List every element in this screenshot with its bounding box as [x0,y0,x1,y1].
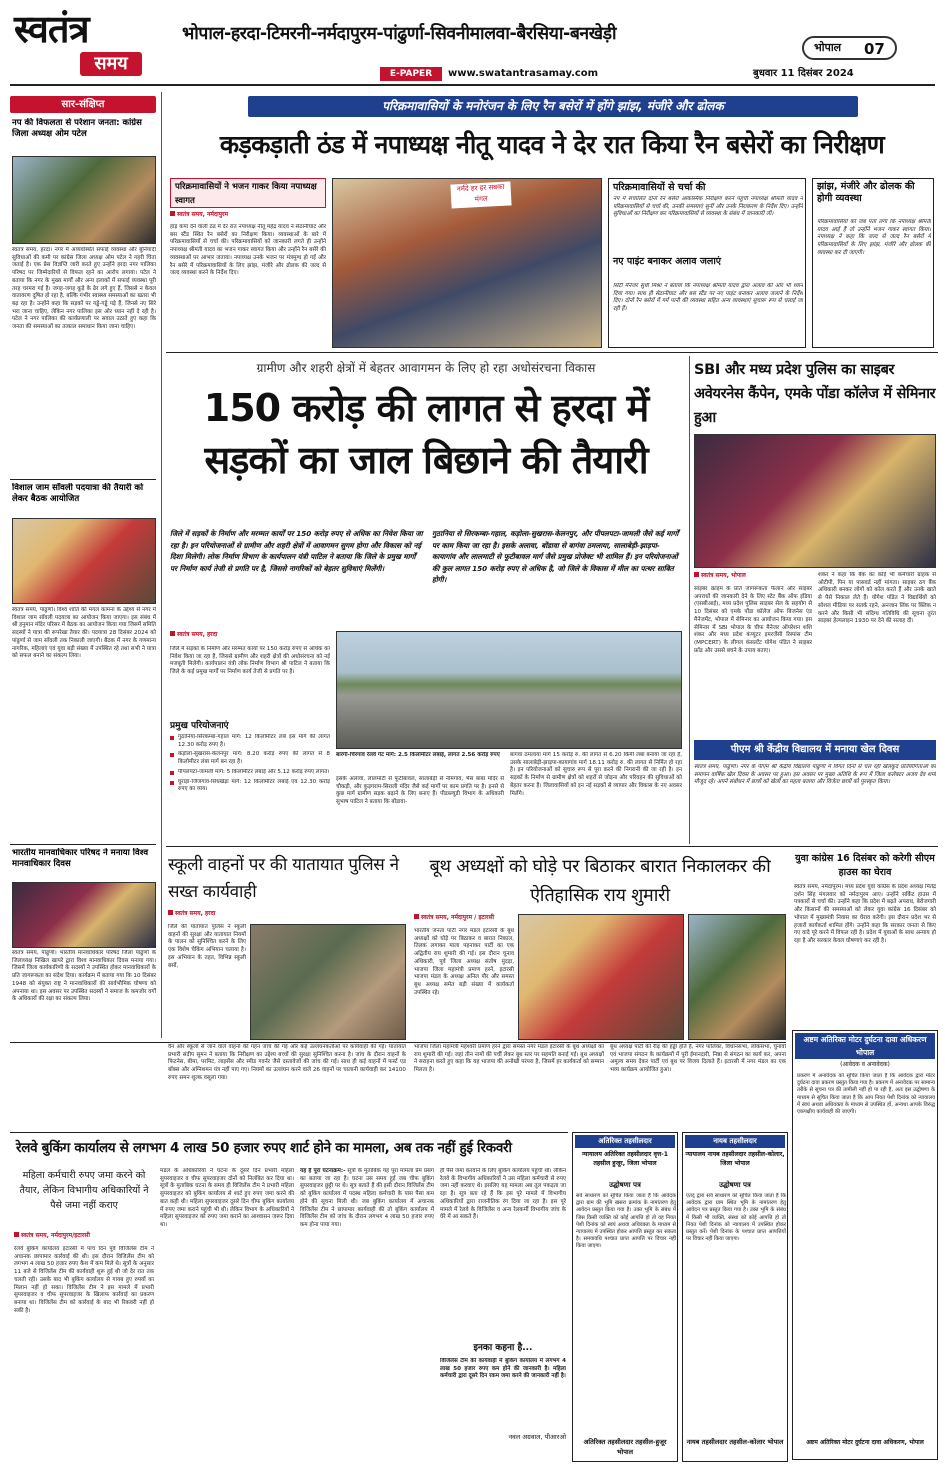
lead-photo [332,178,602,348]
school-body: वैन और स्कूलों से जाने वाले वाहनों की गहन जांच की गई और कई उल्लंघनकर्ताओं पर कार्यवाही की गई। यातायात प्रभारी संदीप सुमन ने बताया कि निरीक्षण का उद्देश्य बच्चों की सुरक्षा सुनिश्चित करना है। जांच के दौरान वाहनों के फिटनेस, बीमा, परमिट, लाइसेंस और स्पीड गवर्नर जैसे दस्तावेजों की जांच की गई। साथ ही कई वाहनों में फर्स्ट एड बॉक्स और अग्निशमन यंत्र नहीं पाए गए। नियमों का उल्लंघन करने वाले 26 वाहनों पर चालानी कार्यवाही कर 14100 रुपए समन शुल्क वसूला गया। [168,1044,406,1081]
edition-badge [802,36,897,60]
roads-body-2: इसके अलावा, लालमाटी से फूटीबावल, सालाबेड़ी से नीमगांव, भैंस बाबा मंदिर से चौकड़ी, और कुड़गराम-सिराली मंदिर जैसे कई मार्गों पर काम प्रगति पर है। इनसे से कुछ मार्ग ग्रामीण सड़क बढ़ाने के लिए बनाए हैं। पीडब्ल्यूडी विभाग के अधिकारी सुभाष पाटिल ने बताया कि बोंडावा- [336,776,504,806]
lead-box3-title: झांझ, मंजीरे और ढोलक की होगी व्यवस्था [817,181,915,204]
baraat-photo-2 [688,914,786,1040]
masthead-rule [10,84,935,86]
list-item [170,769,330,777]
roads-projects-list [170,734,330,838]
baraat-body-mid: भाजपा जिला महामंत्री महेश्वरी प्रमाण हरने द्वारा समस्त नगर मंडल इटारसी के बूथ अध्यक्षों का राय शुमारी की गई। जहां तीन नामों की पर्ची लेकर बूथ स्तर पर सहमति बनाई गई। बूथ अध्यक्षों ने सराहना करते हुए कहा कि यह भाजपा की अनोखी परंपरा है, जिसमें हर कार्यकर्ता को सम्मान मिलता है। [414,1044,604,1074]
sbi-photo [694,434,936,568]
sbi-headline: SBI और मध्य प्रदेश पुलिस का साइबर अवेयरनेस कैंपेन, एमके पोंडा कॉलेज में सेमिनार हुआ [694,362,936,426]
brief3-headline: भारतीय मानवाधिकार परिषद ने मनाया विश्व मानवाधिकार दिवस [12,848,149,869]
bullet-icon [170,771,174,775]
lead-box3-body: परिक्रमावासियों को जब पता लगा कि नपाध्यक्ष श्रीमती यादव आई हैं तो उन्होंने भजन गाकर स्वागत किया। नपाध्यक्ष ने कहा कि जल्द से जल्द रैन बसेरों में परिक्रमावासियों के लिए झांझ, मंजीरे और ढोलक की व्यवस्था कर दी जाएगी। [817,219,931,256]
huzur-head: अतिरिक्त तहसीलदार [575,1135,675,1148]
brief2-body: स्वतंत्र समय, पांढुर्णा। विश्व शांति की मंगल कामना के उद्देश्य से नगर में विशाल जाम साँवली पदयात्रा का आयोजन किया जाएगा। इस संबंध में श्री हनुमान मंदिर परिसर में बैठक का आयोजन किया गया जिसमें समिति सदस्यों ने यात्रा की रूपरेखा तैयार की। पदयात्रा 28 दिसंबर 2024 को पांढुर्णा से जाम साँवली तक निकाली जाएगी। बैठक में नगर के गणमान्य नागरिक, महिलाएं एवं युवा बड़ी संख्या में उपस्थित रहे तथा सभी ने यात्रा को सफल बनाने का संकल्प लिया। [12,607,156,660]
baraat-photo-1 [518,914,684,1040]
railway-story [10,1132,568,1462]
railway-box-title: इनका कहना है... [473,1343,533,1353]
column-rule-left [161,92,162,1038]
kolar-footer: नायब तहसीलदार तहसील-कोलार भोपाल [686,1438,784,1446]
lead-headline: कड़कड़ाती ठंड में नपाध्यक्ष नीतू यादव ने देर रात किया रैन बसेरों का निरीक्षण [219,130,885,159]
notice-mact [792,1030,938,1460]
railway-box-sign: नवल अग्रवाल, पीआरओ [508,1433,566,1441]
railway-col1: रेलवे बुकिंग कार्यालय इटारसी में पांच दिन पूर्व विजिलेंस टीम ने अचानक छापामार कार्रवाई की थी। इस दौरान विजिलेंस टीम को लगभग 4 लाख 50 हजार रुपए कैश में कम मिले थे। सूत्रों के अनुसार 11 बजे से विजिलेंस टीम की कार्यवाही शुरू हुई थी जो देर रात तक चलती रही। उसके बाद भी बुकिंग कार्यालय से गायब हुए रुपयों का मिलान नहीं हो सका। विजिलेंस टीम ने इस मामले में प्रभारी सुपरवाइजर व चीफ सुपरवाइजर के खिलाफ कार्रवाई का प्रकरण बनाया था। विजिलेंस टीम को कार्रवाई के बाद भी रिकवरी नहीं हो सकी है। [14,1246,154,1314]
cities-strip: भोपाल-हरदा-टिमरनी-नर्मदापुरम-पांढुर्णा-सिवनीमालवा-बैरसिया-बनखेड़ी [182,24,617,44]
kolar-body: एतद् द्वारा सर्व साधारण को सूचित किया जाता है कि आवेदक द्वारा ग्राम स्थित भूमि के नामांतरण हेतु आवेदन पत्र प्रस्तुत किया गया है। उक्त भूमि के संबंध में किसी भी व्यक्ति, संस्था को कोई आपत्ति हो तो नियत पेशी दिनांक को न्यायालय में उपस्थित होकर प्रस्तुत करें। पेशी दिनांक के पश्चात प्राप्त आपत्तियों पर विचार नहीं किया जाएगा। [686,1193,786,1243]
school-photo [250,924,406,1040]
railway-col3 [300,1168,434,1460]
brief2-photo [12,518,156,604]
sidebar-divider-1 [10,479,156,480]
railway-top-rule [10,1132,568,1133]
sidebar-lower [10,844,158,1040]
roads-intro-left: जिले में सड़कों के निर्माण और मरम्मत कार्यों पर 150 करोड़ रुपए से अधिक का निवेश किया जा रहा है। इन परियोजनाओं से ग्रामीण और शहरी क्षेत्रों में आवागमन सुगम होगा और विकास को नई दिशा मिलेगी। लोक निर्माण विभाग के कार्यपालन यंत्री पाटिल ने बताया कि जिले के प्रमुख मार्गों पर निर्माण कार्य तेजी से प्रगति पर है, जिससे नागरिकों को बेहतर सुविधाएं मिलेंगी। [170,529,423,573]
kolar-sub: न्यायालय नायब तहसीलदार तहसील-कोलार, जिला भोपाल [685,1151,785,1167]
yc-headline: युवा कांग्रेस 16 दिसंबर को करेगी सीएम हाउस का घेराव [795,853,935,878]
mact-head: अष्टम अतिरिक्त मोटर दुर्घटना दावा अधिकरण भोपाल [795,1033,935,1059]
mid-rule [166,846,938,847]
sbi-byline-text: स्वतंत्र समय, भोपाल [701,572,746,579]
brief1-body: स्वतंत्र समय, हरदा। नगर में अव्यवस्थित सफाई व्यवस्था और बुनियादी सुविधाओं की कमी पर कांग्रेस जिला अध्यक्ष ओम पटेल ने गहरी चिंता जताई है। एक प्रेस विज्ञप्ति जारी करते हुए उन्होंने हरदा नगर पालिका परिषद पर जिम्मेदारियों से विफल रहने का आरोप लगाया। पटेल ने बताया कि नगर के मुख्य मार्गों और अन्य इलाकों में सफाई व्यवस्था पूरी तरह चरमरा गई है। जगह-जगह कूड़े के ढेर लगे हुए हैं, जिससे न केवल वातावरण दूषित हो रहा है, बल्कि गंभीर स्वास्थ्य समस्याओं का खतरा भी बढ़ रहा है। उन्होंने कहा कि सड़कों पर गड्ढे-गड्ढे पड़े हैं, जिनसे नए सिरे भरा जाना चाहिए, लेकिन नगर पालिका इस ओर ध्यान नहीं दे रही है। पटेल ने नगर पालिका की कार्यप्रणाली पर सवाल उठाते हुए कहा कि जनता की समस्याओं का तत्काल समाधान किया जाना चाहिए। [12,247,156,331]
roads-byline-text: स्वतंत्र समय, हरदा [177,631,218,638]
brief3-body: स्वतंत्र समय, पांढुर्णा। भारतीय मानवाधिकार परिषद जिला पांढुर्णा के जिलाध्यक्ष निखिल खापरे द्वारा विश्व मानवाधिकार दिवस मनाया गया। जिसमें जिला कार्यकारिणी के सदस्यों ने उपस्थित होकर मानवाधिकारों के प्रति जागरूकता का संदेश दिया। कार्यक्रम में बताया गया कि 10 दिसंबर 1948 को संयुक्त राष्ट्र ने मानवाधिकारों की सार्वभौमिक घोषणा को अपनाया था। इस अवसर पर उपस्थित सदस्यों ने समाज के कमजोर वर्गों के अधिकारों की रक्षा का संकल्प लिया। [12,950,156,1003]
huzur-footer: अतिरिक्त तहसीलदार तहसील-हुजूर भोपाल [583,1438,667,1456]
yc-body: स्वतंत्र समय, नर्मदापुरम। मध्य प्रदेश युवा कांग्रेस के प्रदेश अध्यक्ष मितेंद्र दर्शन सिंह मंगलवार को नर्मदापुरम आए। उन्होंने सर्किट हाउस में पत्रकारों से चर्चा की। उन्होंने कहा कि प्रदेश में बढ़ते अपराध, बेरोजगारी और किसानों की समस्याओं को लेकर युवा कांग्रेस 16 दिसंबर को भोपाल में मुख्यमंत्री निवास का घेराव करेगी। इस दौरान प्रदेश भर से हजारों कार्यकर्ता शामिल होंगे। उन्होंने कहा कि सरकार जनता से किए गए वादे पूरे करने में विफल रही है। प्रदेश में युवाओं के साथ अन्याय हो रहा है और सरकार केवल घोषणाएं कर रही है। [794,884,936,945]
railway-byline [14,1232,154,1243]
logo-bottom: समय [80,52,142,76]
sidebar-divider-2 [10,844,156,845]
page-number: 07 [864,40,885,58]
lead-box1-title: परिक्रमावासियों से चर्चा की [613,182,706,193]
roads-body-3: बागंवा ठमलाया मार्ग 15 करोड़ रु. की लागत से 6.20 किमी लंबा बनाया जा रहा है, उसके सालाबेड़ी-झाड़पा-कायागांव मार्ग 18.11 करोड़ रु. की लागत से निर्मित हो रहा है। इन परियोजनाओं को सुचारु रूप से पूरा करने की निगरानी की जा रही है। इन सड़कों के निर्माण से ग्रामीण क्षेत्रों को शहरों से जोड़ना और परिवहन की सुविधाओं को बेहतर करना है। जिलावासियों को इन नई सड़कों से व्यापार और विकास के नए अवसर मिलेंगे। [510,752,682,797]
mact-body: प्रकरण में अनावेदक को सूचित किया जाता है कि आवेदक द्वारा मोटर दुर्घटना दावा प्रकरण प्रस्तुत किया गया है। प्रकरण में अनावेदक पर सामान्य तरीके से सूचना पत्र की तामीली नहीं हो पा रही है, अतः इस उद्घोषणा के माध्यम से सूचित किया जाता है कि आप नियत पेशी दिनांक को न्यायालय में स्वयं अथवा अधिवक्ता के माध्यम से उपस्थित हों, अन्यथा आपके विरुद्ध एकपक्षीय कार्यवाही की जाएगी। [797,1073,935,1115]
railway-col4: ही पैसे जमा करवाने के लिए बुकिंग कार्यालय पहुंची थी। लेकिन रेलवे के विभागीय अधिकारियों ने उस महिला कर्मचारी से रुपए जमा नहीं करवाए थे। इसलिए यह मामला अब तूल पकड़ता जा रहा है। सूत्र बता रहे हैं कि इस पूरे मामले में विभागीय अधिकारियों द्वारा राजनीतिक रंग दिया जा रहा है। इस पूरे मामले में रेलवे के विजिलेंस व अन्य रेलकर्मी विभागीय जांच के घेरे में आ सकते हैं। [440,1168,566,1221]
mact-footer: अष्टम अतिरिक्त मोटर दुर्घटना दावा अधिकरण, भोपाल [806,1439,924,1446]
byline-marker-icon [694,572,699,577]
lead-box2-title: नए पाइंट बनाकर अलाव जलाएं [613,256,722,267]
railway-box-body: विजिलेंस टीम की कार्यवाही में बुकिंग कार्यालय में लगभग 4 लाख 50 हजार रुपए कम होने की जानकारी है। महिला कर्मचारी द्वारा दूसरे दिन रकम जमा करने की जानकारी नहीं है। [440,1358,566,1380]
baraat-headline: बूथ अध्यक्षों को घोड़े पर बिठाकर बारात निकालकर की ऐतिहासिक राय शुमारी [429,856,771,906]
project-text: कड़ोला-सुखरास-केलनपुर मार्ग: 8.20 करोड़ रुपए की लागत से 8 किलोमीटर लंबा मार्ग बन रहा है। [178,751,330,766]
byline-marker-icon [168,910,173,915]
roads-photo-caption: बारंगी-चिरगांव रेलवे गेट मार्ग: 2.5 किलोमीटर लंबाई, लागत 2.56 करोड़ रुपए [336,752,500,758]
huzur-body: सर्व साधारण को सूचित किया जाता है कि आवेदक द्वारा ग्राम की भूमि खसरा क्रमांक के नामांतरण हेतु आवेदन प्रस्तुत किया गया है। उक्त भूमि के संबंध में जिस किसी व्यक्ति को कोई आपत्ति हो तो वह नियत पेशी दिनांक को स्वयं अथवा अधिवक्ता के माध्यम से न्यायालय में उपस्थित होकर आपत्ति प्रस्तुत कर सकता है। समयावधि पश्चात प्राप्त आपत्ति पर विचार नहीं किया जाएगा। [576,1193,676,1250]
roads-intro-right: गुठानिया से सिरकम्बा-गहाल, कड़ोला-सुखरास-केलनपुर, और पीपलपटा-जामली जैसे कई मार्गों पर काम किया जा रहा है। इसके अलावा, बोंडावा से बागंवा ठमलाया, सालाबेड़ी-झाड़पा-कायागांव और लालमाटी से फूटीबावल मार्ग जैसे प्रमुख प्रोजेक्ट भी शामिल हैं। इन परियोजनाओं की कुल लागत 150 करोड़ रुपए से अधिक है, जो जिले के विकास में मील का पत्थर साबित होगी। [432,529,679,584]
brief3-photo [12,882,156,948]
list-item [170,751,330,766]
sbi-body-right: शंकर ने कहा कि बैंक का कोई भी कर्मचारी ग्राहक से ओटीपी, पिन या पासवर्ड नहीं मांगता। साइबर ठग बैंक अधिकारी बनकर लोगों को कॉल करते हैं और उनके खाते से पैसे निकाल लेते हैं। योगेश पंडित ने विद्यार्थियों को सोशल मीडिया पर सतर्क रहने, अनजान लिंक पर क्लिक न करने और किसी भी संदिग्ध गतिविधि की सूचना तुरंत साइबर हेल्पलाइन 1930 पर देने की सलाह दी। [818,572,936,625]
project-text: पीपलपटा-जामली मार्ग: 5 किलोमीटर लंबाई और 5.12 करोड़ रुपए लागत। [178,768,330,775]
kolar-head: नायब तहसीलदार [685,1135,785,1148]
railway-col2: मंडल के अधिकारियों ने घटना के दूसरे दिन प्रभारी महिला सुपरवाइजर व चीफ सुपरवाइजर दोनों को निलंबित कर दिया था। सूत्रों के मुताबिक घटना के समय ही विजिलेंस टीम ने प्रभारी महिला सुपरवाइजर को बुकिंग कार्यालय से शार्ट हुए रुपए जमा करने की बात कही थी। महिला सुपरवाइजर दूसरे दिन चीफ बुकिंग कार्यालय में रुपए जमा कराने पहुंची भी थी। लेकिन विभाग के अधिकारियों ने महिला सुपरवाइजर को रुपए जमा कराने का आश्वासन जरूर दिया था। [160,1168,294,1229]
railway-headline: रेलवे बुकिंग कार्यालय से लगभग 4 लाख 50 हजार रुपए शार्ट होने का मामला, अब तक नहीं हुई रिकवरी [16,1140,512,1156]
byline-marker-icon [14,1232,19,1237]
brief2-headline: विशाल जाम साँवली पदयात्रा की तैयारी को लेकर बैठक आयोजित [12,483,144,504]
lead-box-1 [608,178,806,348]
website-link[interactable]: www.swatantrasamay.com [448,68,599,79]
sbi-body-left: साइबर क्राइम के प्रति जागरूकता फैलाने और साइबर अपराधों की जानकारी देने के लिए स्टेट बैंक ऑफ इंडिया (एसबीआई), मध्य प्रदेश पुलिस साइबर सेल के सहयोग से 10 दिसंबर को एमके पोंडा कॉलेज ऑफ बिजनेस एंड मैनेजमेंट, भोपाल में सेमिनार का आयोजन किया गया। इस सेमिनार में SBI भोपाल के चीफ मैनेजर ऑपरेशन शशि शंकर और मध्य प्रदेश कंप्यूटर इमरजेंसी रिस्पांस टीम (MPCERT) के लीगल कंसल्टेंट योगेश पंडित ने साइबर फ्रॉड और उससे बचने के उपाय बताए। [694,586,812,654]
lead-story [166,92,938,354]
sbi-byline [694,572,812,583]
roads-byline [170,631,330,642]
lead-byline-text: स्वतंत्र समय, नर्मदापुरम [177,211,229,218]
huzur-sub: न्यायालय अतिरिक्त तहसीलदार वृत्त-1 तहसील हुजूर, जिला भोपाल [581,1151,669,1167]
project-text: घुराड़ा-जिजगांव-सिंधखेड़ा मार्ग: 12 किलोमीटर लंबाई एवं 12.30 करोड़ रुपए का व्यय। [178,778,330,793]
edition-name: भोपाल [814,41,842,54]
railway-subhead: महिला कर्मचारी रुपए जमा करने को तैयार, लेकिन विभागीय अधिकारियों ने पैसे जमा नहीं कराए [19,1170,149,1211]
lead-photo-caption: नर्मदे हर हर सबका मंगल [450,181,511,208]
list-item [170,734,330,749]
lead-box2-body: सिटी मैनेजर सुधी मिश्रा ने बताया कि नपाध्यक्ष श्रीमती यादव द्वारा अलाव की ओर भी ध्यान दिया गया। साथ ही सेठानीघाट और बस स्टैंड पर नए पाइंट बनाकर अलाव जलाने के निर्देश दिए। दोनों रैन बसेरों में गर्म पानी की व्यवस्था सहित अन्य व्यवस्थाएं सुचारू रूप से चलाई जा रही हैं। [613,283,803,313]
baraat-body-right: बूथ अध्यक्ष पार्टी की रीढ़ की हड्डी होते हैं, नगर पालिका, विधानसभा, लोकसभा, चुनावों एवं भाजपा संगठन के कार्यक्रमों में पूरी ईमानदारी, निष्ठा से संगठन का कार्य कर, अपना अमूल्य समय देकर पार्टी एवं बूथ पर विजय दिलाते हैं। इटारसी में नगर मंडल का एक भव्य कार्यक्रम आयोजित हुआ। [610,1044,786,1074]
railway-box [440,1342,566,1458]
lead-bottom-rule [166,352,938,353]
upper-bottom-rule [10,1042,786,1043]
railway-byline-text: स्वतंत्र समय, नर्मदापुरम/इटारसी [21,1232,90,1239]
brief1-headline: नप की विफलता से परेशान जनता: कांग्रेस जिला अध्यक्ष ओम पटेल [12,118,142,139]
sidebar [10,92,158,842]
baraat-story [412,850,788,1040]
byline-marker-icon [414,914,419,919]
byline-marker-icon [170,211,175,216]
baraat-body-left: भारतीय जनता पार्टी नगर मंडल इटारसी के बूथ अध्यक्षों को घोड़े पर बिठाकर व बारात निकाल, तिलक लगाकर माला पहनाकर पार्टी का एक अद्वितीय राय शुमारी की गई। इस दौरान चुनाव अधिकारी, पूर्व जिला अध्यक्ष संतोष मुंदड़ा, भाजपा जिला महामंत्री प्रमाण हरने, इटारसी भाजपा मंडल के अध्यक्ष अनिल पौर और समस्त बूथ अध्यक्ष समेत बड़ी संख्या में कार्यकर्ता उपस्थित रहे। [414,928,514,996]
bullet-icon [170,781,174,785]
school-body-top: जिले की यातायात पुलिस ने स्कूली वाहनों की सुरक्षा और यातायात नियमों के पालन को सुनिश्चित करने के लिए एक विशेष चेकिंग अभियान चलाया है। इस अभियान के तहत, विभिन्न स्कूली बसों, [168,924,246,969]
lead-box-3 [812,178,934,348]
khel-body: स्वतंत्र समय, पांढुर्णा। नगर के पीएम श्री केंद्रीय विद्यालय पांढुर्णा में विगत दिनों से चल रही खेलकूद प्रतियोगिताओं का समापन वार्षिक खेल दिवस के अवसर पर हुआ। इस अवसर पर मुख्य अतिथि के रूप में जिला कलेक्टर अजय देव शर्मा मौजूद रहे। अपने संबोधन में छात्रों को खेलों का महत्व बताया और विजेता छात्रों को पुरस्कृत किया। [694,764,936,786]
masthead [0,0,945,88]
school-headline: स्कूली वाहनों पर की यातायात पुलिस ने सख्त कार्यवाही [168,855,399,902]
notice-kolar [682,1132,788,1462]
column-rule-right [689,356,690,844]
brief1-photo [12,156,156,244]
mact-sub: (आवेदक व अनावेदक) [840,1061,890,1068]
huzur-label: उद्घोषणा पत्र [609,1181,641,1189]
lead-kicker: परिक्रमावासियों के मनोरंजन के लिए रैन बसेरों में होंगे झांझ, मंजीरे और ढोलक [248,96,858,117]
railway-col3-head: यह है पूरा घटनाक्रम:- [300,1168,346,1174]
lead-box1-body: नप में संचालित दोनों रैन बसेरों आकस्मिक निरीक्षण करने पहुंचीं नपाध्यक्ष श्रीमती यादव ने परिक्रमावासियों से चर्चा की, उनकी समस्याएं सुनीं और उनके निराकरण के निर्देश दिए। उन्होंने सुविधाओं का निरीक्षण कर परिक्रमावासियों से व्यवस्था के संबंध में जानकारी ली। [613,196,803,218]
bullet-icon [170,753,174,757]
byline-marker-icon [170,631,175,636]
roads-projects-title: प्रमुख परियोजनाएं [170,721,229,731]
kolar-label: उद्घोषणा पत्र [719,1181,751,1189]
baraat-byline-text: स्वतंत्र समय, नर्मदापुरम / इटारसी [421,914,495,921]
lead-body: हाड़ कंपा देने वाली ठंड में देर रात नपाध्यक्ष नीतू महेंद्र यादव ने सेठानीघाट और बस स्टैंड स्थित रैन बसेरों का निरीक्षण किया। व्यवस्थाओं के बारे में परिक्रमावासियों से चर्चा की। परिक्रमावासियों को जानकारी लगते ही उन्होंने नपाध्यक्ष श्रीमती यादव का भजन गाकर स्वागत किया और उन्होंने रैन बसेरे की व्यवस्थाओं पर आभार जताया। नपाध्यक्ष उनके भजन पर मंत्रमुग्ध हो गईं और रैन बसेरे में परिक्रमावासियों के लिए झांझ, मंजीरे और ढोलक की जल्द से जल्द व्यवस्था करने के निर्देश दिए। [170,224,326,277]
lead-sub: परिक्रमावासियों ने भजन गाकर किया नपाध्यक्ष स्वागत [170,178,326,208]
school-vehicles-story [166,850,408,1040]
sbi-story [692,356,938,844]
school-byline-text: स्वतंत्र समय, हरदा [175,910,216,917]
lead-byline [170,211,326,222]
project-text: गुठानिया-सिरकम्बा-गहाल मार्ग: 12 किलोमीटर लंबे इस मार्ग की लागत 12.30 करोड़ रुपए है। [178,734,330,748]
issue-date: बुधवार 11 दिसंबर 2024 [753,68,854,79]
list-item [170,779,330,794]
roads-photo [336,631,682,749]
railway-col3-text: सूत्रों के मुताबिक यह पूरा मामला प्रेम प्रसंग का बताया जा रहा है। घटना उस समय हुई जब चीफ बुकिंग सुपरवाइजर छुट्टी पर थे। सूत्र बताते हैं की इसी दौरान विजिलेंस टीम को बुकिंग कार्यालय में पदस्थ महिला कर्मचारी के पास पैसा कम होने की सूचना मिली थी। जब बुकिंग कार्यालय में अचानक विजिलेंस टीम ने छापामार कार्यवाही की तो बुकिंग कार्यालय में विजिलेंस टीम को जांच के दौरान लगभग 4 लाख 50 हजार रुपए कम होना पाया गया। [300,1168,434,1229]
logo [14,8,164,80]
roads-headline: 150 करोड़ की लागत से हरदा में सड़कों का जाल बिछाने की तैयारी [203,386,649,482]
roads-body-1: जिले में सड़कों के निर्माण और मरम्मत कार्यों पर 150 करोड़ रुपए से अधिक का निवेश किया जा रहा है, जिससे ग्रामीण और शहरी क्षेत्रों की अधोसंरचना को नई मजबूती मिलेगी। कार्यपालन यंत्री लोक निर्माण विभाग श्री पाटिल ने बताया कि जिले के कई प्रमुख मार्गों पर निर्माण कार्य तेजी से प्रगति पर है। [170,646,330,676]
roads-story [166,356,686,844]
notice-huzur [572,1132,678,1462]
epaper-label: E-PAPER [380,67,442,81]
bullet-icon [170,736,174,740]
khel-headline: पीएम श्री केंद्रीय विद्यालय में मनाया खेल दिवस [694,740,936,760]
roads-kicker: ग्रामीण और शहरी क्षेत्रों में बेहतर आवागमन के लिए हो रहा अधोसंरचना विकास [256,361,596,375]
school-byline [168,910,406,921]
sidebar-title: सार-संक्षिप्त [10,96,156,113]
logo-top: स्वतंत्र [14,6,89,51]
